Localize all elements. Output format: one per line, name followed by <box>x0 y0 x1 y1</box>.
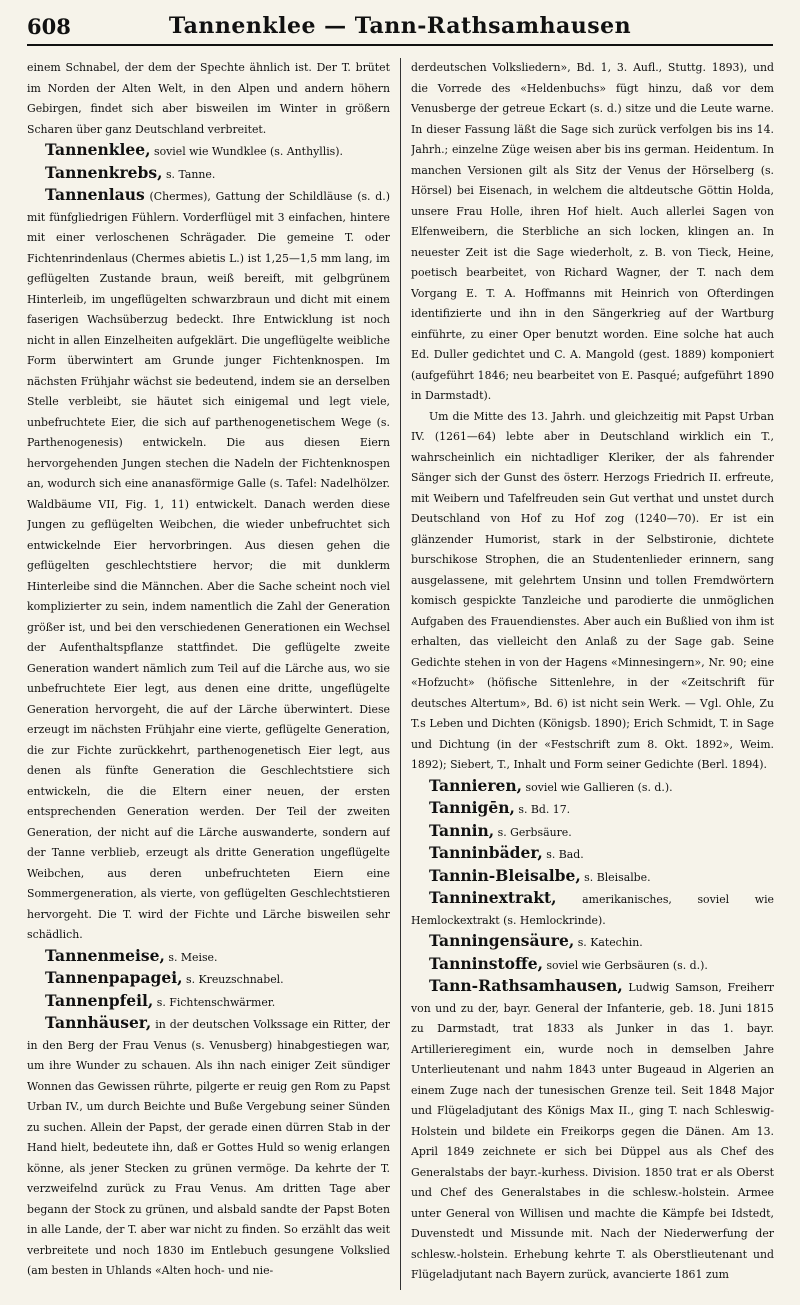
running-head: Tannenklee — Tann-Rathsamhausen <box>168 13 632 39</box>
headword: Tannenpapagei, <box>45 968 183 987</box>
headword: Tannieren, <box>429 775 523 795</box>
entry-tanninbaeder <box>411 843 774 866</box>
entry-tannin-bleisalbe <box>411 866 774 889</box>
entry-text: Ludwig Samson, Freiherr von und zu der, bayr. General der Infanterie, geb. 18. Juni 1815 zu Darmstadt, trat 1833 als Junker in das 1. bayr. Artillerieregiment ein, wurde noch in demselben Jahre Unterlieutenant und nahm 1843 unter Bugeaud in Algerien an einem Zuge nach der tunesischen Grenze teil. Seit 1848 Major und Flügeladjutant des Königs Max II., ging T. nach Schleswig-Holstein und bildete ein Freikorps gegen die Dänen. Am 13. April 1849 zeichnete er sich bei Düppel aus als Chef des Generalstabs der bayr.-kurhess. Division. 1850 trat er als Oberst und Chef des Generalstabes in die schlesw.-holstein. Armee unter General von Willisen und machte die Kämpfe bei Idstedt, Duvenstedt und Missunde mit. Nach der Niederwerfung der schlesw.-holstein. Erhebung kehrte T. als Oberstlieutenant und Flügeladjutant nach Bayern zurück, avancierte 1861 zum <box>411 981 774 1281</box>
entry-tannenkrebs <box>27 163 390 186</box>
entry-tannin <box>411 821 774 844</box>
entry-text: amerikanisches, soviel wie Hemlockextrakt (s. Hemlockrinde). <box>411 893 774 927</box>
entry-text: (Chermes), Gattung der Schildläuse (s. d.) mit fünfgliedrigen Fühlern. Vorderflügel mit 3 einfachen, hintere mit einer verloschenen Schrägader. Die gemeine T. oder Fichtenrindenlaus (Chermes abietis L.) ist 1,25—1,5 mm lang, im geflügelten Zustande braun, weiß bereift, mit gelbgrünem Hinterleib, im ungeflügelten schwarzbraun und dicht mit einem faserigen Wachsüberzug bedeckt. Ihre Entwicklung ist noch nicht in allen Einzelheiten aufgeklärt. Die ungeflügelte weibliche Form überwintert am Grunde junger Fichtenknospen. Im nächsten Frühjahr wächst sie bedeutend, indem sie an derselben Stelle verbleibt, sie häutet sich einigemal und legt viele, unbefruchtete Eier, die sich auf parthenogenetischem Wege (s. Parthenogenesis) entwickeln. Die aus diesen Eiern hervorgehenden Jungen stechen die Nadeln der Fichtenknospen an, wodurch sich eine ananasförmige Galle (s. Tafel: Nadelhölzer. Waldbäume VII, Fig. 1, 11) entwickelt. Danach werden diese Jungen zu geflügelten Weibchen, die wieder unbefruchtet sich entwickelnde Eier hervorbringen. Aus diesen gehen die geflügelten geschlechtstiere hervor; die mit dunklerm Hinterleibe sind die Männchen. Aber die Sache scheint noch viel komplizierter zu sein, indem namentlich die Zahl der Generation größer ist, und bei den verschiedenen Generationen ein Wechsel der Aufenthaltspflanze stattfindet. Die geflügelte zweite Generation wandert nämlich zum Teil auf die Lärche aus, wo sie unbefruchtete Eier legt, aus denen eine dritte, ungeflügelte Generation hervorgeht, die auf der Lärche überwintert. Diese erzeugt im nächsten Frühjahr eine vierte, geflügelte Generation, die zur Fichte zurückkehrt, parthenogenetisch Eier legt, aus denen als fünfte Generation die Geschlechtstiere sich entwickeln, die die Eltern einer neuen, der ersten entsprechenden Generation werden. Der Teil der zweiten Generation, der nicht auf die Lärche auswanderte, sondern auf der Tanne verblieb, erzeugt als dritte Generation ungeflügelte Weibchen, aus deren unbefruchteten Eiern eine Sommergeneration, als vierte, von geflügelten Geschlechtstieren hervorgeht. Die T. wird der Fichte und Lärche bisweilen sehr schädlich. <box>27 190 390 941</box>
headword: Tanninbäder, <box>429 843 543 862</box>
headword: Tanninextrakt, <box>429 888 557 907</box>
entry-tannenpapagei <box>27 968 390 991</box>
headword: Tann-Rathsamhausen, <box>429 976 623 995</box>
headword: Tanninstoffe, <box>429 953 543 973</box>
entry-text: soviel wie Wundklee (s. Anthyllis). <box>150 145 343 158</box>
entry-text: s. Gerbsäure. <box>494 825 572 839</box>
entry-text: s. Meise. <box>164 950 218 964</box>
headword: Tannenpfeil, <box>45 990 154 1010</box>
headword: Tannenkrebs, <box>45 162 163 182</box>
entry-tannenpfeil <box>27 991 390 1014</box>
right-column <box>411 58 774 1296</box>
entry-text: in der deutschen Volkssage ein Ritter, der in den Berg der Frau Venus (s. Venusberg) hinabgestiegen war, um ihre Wunder zu schauen. Als ihn nach einiger Zeit sündiger Wonnen das Gewissen rührte, pilgerte er reuig gen Rom zu Papst Urban IV., um durch Beichte und Buße Vergebung seiner Sünden zu suchen. Allein der Papst, der gerade einen dürren Stab in der Hand hielt, bedeutete ihn, daß er Gottes Huld so wenig erlangen könne, als jener Stecken zu grünen vermöge. Da kehrte der T. verzweifelnd zurück zu Frau Venus. Am dritten Tage aber begann der Stock zu grünen, und alsbald sandte der Papst Boten in alle Lande, der T. aber war nicht zu finden. So erzählt das weit verbreitete und noch 1830 im Entlebuch gesungene Volkslied (am besten in Uhlands «Alten hoch- und nie- <box>27 1018 390 1277</box>
entry-tanningensaeure <box>411 931 774 954</box>
entry-tannenlaus <box>27 185 390 946</box>
headword: Tanningensäure, <box>429 931 575 950</box>
paragraph: Um die Mitte des 13. Jahrh. und gleichzeitig mit Papst Urban IV. (1261—64) lebte aber in Deutschland wirklich ein T., wahrscheinlich ein nichtadliger Kleriker, der als fahrender Sänger sich der Gunst des österr. Herzogs Friedrich II. erfreute, mit Weibern und Tafelfreuden sein Gut verthat und unstet durch Deutschland von Hof zu Hof zog (1240—70). Er ist ein glänzender Humorist, stark in der Selbstironie, dichtete burschikose Strophen, die an Studentenlieder erinnern, sang ausgelassene, mit gelehrtem Unsinn und tollen Fremdwörtern komisch gespickte Tanzleiche und parodierte die unmöglichen Aufgaben des Frauendienstes. Aber auch ein Bußlied von ihm ist erhalten, das vielleicht den Anlaß zu der Sage gab. Seine Gedichte stehen in von der Hagens «Minnesingern», Nr. 90; eine «Hofzucht» (höfische Sittenlehre, in der «Zeitschrift für deutsches Altertum», Bd. 6) ist nicht sein Werk. — Vgl. Ohle, Zu T.s Leben und Dichten (Königsb. 1890); Erich Schmidt, T. in Sage und Dichtung (in der «Festschrift zum 8. Okt. 1892», Weim. 1892); Siebert, T., Inhalt und Form seiner Gedichte (Berl. 1894). <box>411 409 774 771</box>
entry-text: s. Bad. <box>542 848 584 861</box>
entry-tannhaeuser <box>27 1013 390 1282</box>
headword: Tannenlaus <box>45 185 145 204</box>
headword: Tannenklee, <box>45 140 151 159</box>
entry-text: s. Katechin. <box>574 936 643 949</box>
left-column <box>27 58 390 1296</box>
entry-tanninextrakt <box>411 888 774 931</box>
page-number: 608 <box>27 14 71 39</box>
entry-text: soviel wie Gerbsäuren (s. d.). <box>543 958 708 972</box>
entry-text: s. Kreuzschnabel. <box>182 973 284 986</box>
continued-paragraph: derdeutschen Volksliedern», Bd. 1, 3. Aufl., Stuttg. 1893), und die Vorrede des «Heldenbuchs» fügt hinzu, daß vor dem Venusberge der getreue Eckart (s. d.) sitze und die Leute warne. In dieser Fassung läßt die Sage sich zurück verfolgen bis ins 14. Jahrh.; einzelne Züge weisen aber bis ins german. Heidentum. In manchen Versionen gilt als Sitz der Venus der Hörselberg (s. Hörsel) bei Eisenach, in welchem die altdeutsche Göttin Holda, unsere Frau Holle, ihren Hof hielt. Auch allerlei Sagen von Elfenweibern, die Sterbliche an sich locken, klingen an. In neuester Zeit ist die Sage wiederholt, z. B. von Tieck, Heine, poetisch bearbeitet, von Richard Wagner, der T. nach dem Vorgang E. T. A. Hoffmanns mit Heinrich von Ofterdingen identifizierte und ihn in den Sängerkrieg auf der Wartburg einführte, zu einer Oper benutzt worden. Eine solche hat auch Ed. Duller gedichtet und C. A. Mangold (gest. 1889) komponiert (aufgeführt 1846; neu bearbeitet von E. Pasqué; aufgeführt 1890 in Darmstadt). <box>411 61 774 402</box>
headword: Tannin, <box>429 820 495 840</box>
entry-tanninstoffe <box>411 954 774 977</box>
entry-tannigen <box>411 798 774 821</box>
entry-tannenmeise <box>27 946 390 969</box>
headword: Tannenmeise, <box>45 945 165 965</box>
page-header <box>27 10 773 46</box>
headword: Tannin-Bleisalbe, <box>429 865 581 885</box>
entry-text: s. Bleisalbe. <box>580 870 651 884</box>
entry-tannieren <box>411 776 774 799</box>
headword: Tannigēn, <box>429 798 515 817</box>
entry-tannenklee <box>27 140 390 163</box>
continued-paragraph: einem Schnabel, der dem der Spechte ähnlich ist. Der T. brütet im Norden der Alten Welt, in den Alpen und andern höhern Gebirgen, findet sich aber bisweilen im Winter in größern Scharen über ganz Deutschland verbreitet. <box>27 61 390 136</box>
entry-text: s. Tanne. <box>162 167 216 181</box>
headword: Tannhäuser, <box>45 1013 152 1032</box>
entry-text: s. Bd. 17. <box>514 803 571 816</box>
entry-text: s. Fichtenschwärmer. <box>153 995 276 1009</box>
column-divider <box>400 58 401 1290</box>
entry-tann-rathsamhausen <box>411 976 774 1286</box>
entry-text: soviel wie Gallieren (s. d.). <box>522 780 673 794</box>
